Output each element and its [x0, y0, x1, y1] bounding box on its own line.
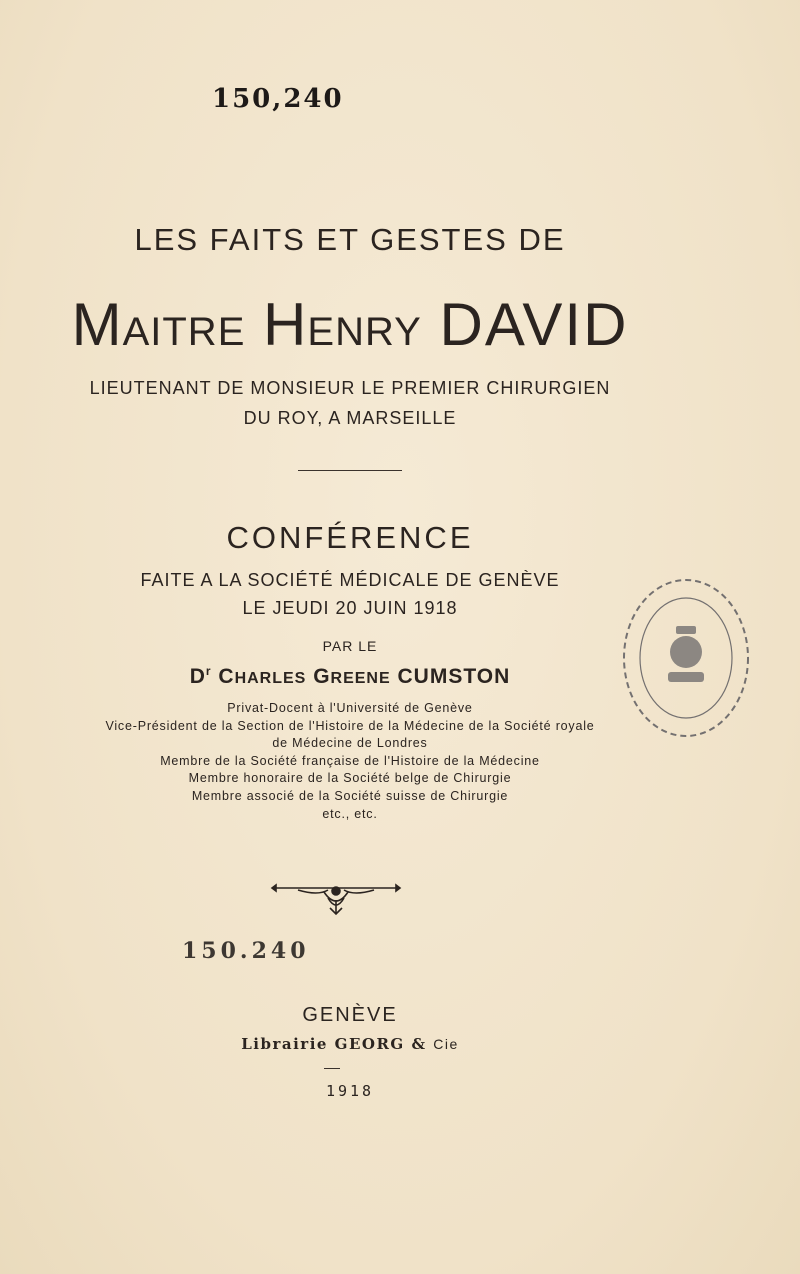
- credential-line: Vice-Président de la Section de l'Histoire de la Médecine de la Société royale: [105, 719, 595, 733]
- credential-line: Membre de la Société française de l'Histoire de la Médecine: [160, 754, 540, 768]
- title-line-4: DU ROY, A MARSEILLE: [243, 408, 457, 428]
- library-stamp-icon: [616, 572, 756, 749]
- credential-line: Privat-Docent à l'Université de Genève: [227, 701, 473, 715]
- credential-line: etc., etc.: [322, 807, 378, 821]
- conference-heading: CONFÉRENCE: [226, 520, 474, 555]
- imprint-city: GENÈVE: [302, 1004, 398, 1026]
- credential-line: de Médecine de Londres: [272, 736, 428, 750]
- conference-line-1: FAITE A LA SOCIÉTÉ MÉDICALE DE GENÈVE: [140, 570, 560, 590]
- title-line-3: LIEUTENANT DE MONSIEUR LE PREMIER CHIRURGIEN: [89, 378, 611, 398]
- imprint-year: 1918: [325, 1082, 375, 1100]
- fleuron-ornament-icon: [268, 878, 404, 923]
- imprint-rule: [324, 1068, 340, 1069]
- shelfmark-top: 150,240: [212, 84, 344, 114]
- credential-line: Membre associé de la Société suisse de Chirurgie: [191, 789, 509, 803]
- conference-line-2: LE JEUDI 20 JUIN 1918: [242, 598, 458, 618]
- divider-rule: [298, 470, 402, 471]
- credential-line: Membre honoraire de la Société belge de Chirurgie: [188, 771, 512, 785]
- imprint-publisher: Librairie GEORG & Cie: [241, 1035, 459, 1053]
- shelfmark-bottom: 150.240: [182, 938, 310, 964]
- title-name: MAITRE HENRY DAVID: [71, 291, 629, 358]
- par-le: PAR LE: [322, 638, 378, 654]
- author-name: $D^r$ CHARLES GREENE CUMSTON: [189, 664, 511, 688]
- title-line-1: LES FAITS ET GESTES DE: [134, 222, 566, 257]
